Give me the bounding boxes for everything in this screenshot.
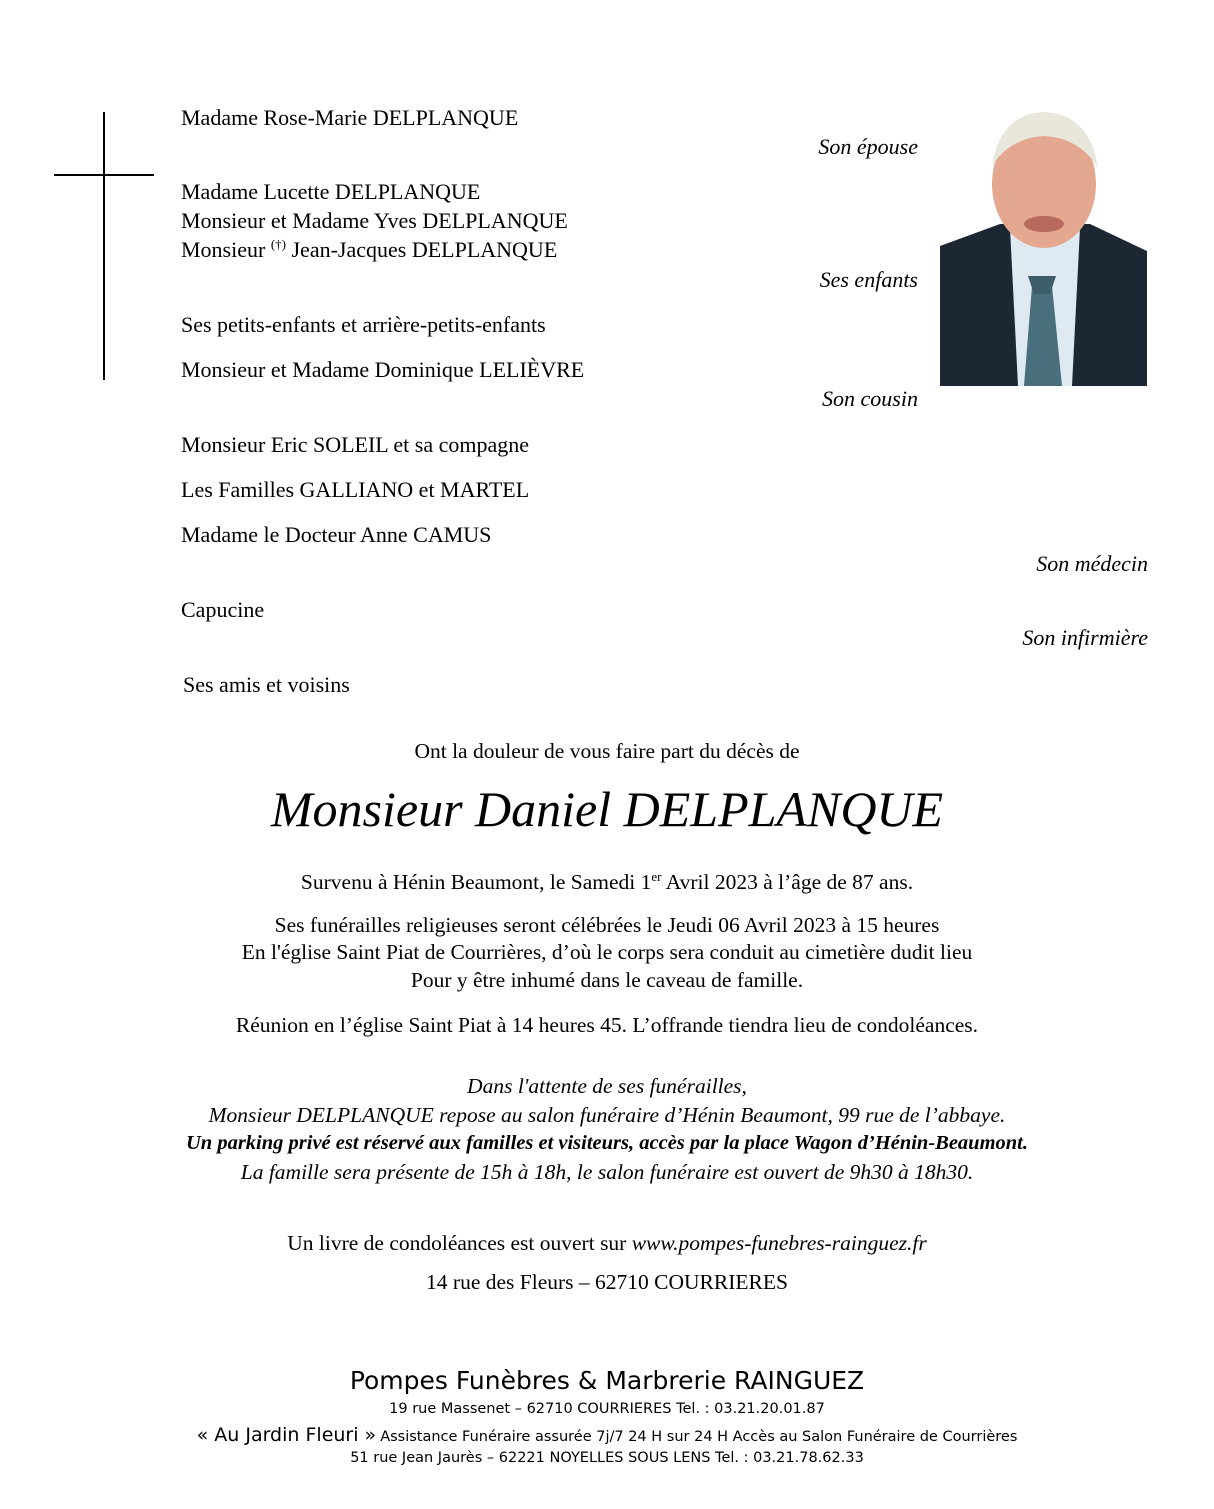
- footer-garden: « Au Jardin Fleuri »: [196, 1424, 377, 1446]
- family-child-3: [181, 236, 557, 264]
- role-doctor: Son médecin: [1036, 551, 1148, 576]
- role-children: Ses enfants: [819, 267, 918, 292]
- family-nurse: Capucine: [181, 597, 265, 622]
- family-grandchildren: Ses petits-enfants et arrière-petits-enfants: [181, 312, 546, 337]
- family-child-3-prefix: Monsieur: [181, 237, 266, 262]
- family-other-2: Les Familles GALLIANO et MARTEL: [181, 477, 530, 502]
- announcement-intro: Ont la douleur de vous faire part du décès de: [414, 739, 800, 763]
- funeral-line-3: Pour y être inhumé dans le caveau de famille.: [410, 968, 804, 992]
- reunion-line: Réunion en l’église Saint Piat à 14 heures 45. L’offrande tiendra lieu de condoléances.: [235, 1013, 979, 1037]
- funeral-line-2: En l'église Saint Piat de Courrières, d’où le corps sera conduit au cimetière dudit lieu: [241, 940, 973, 964]
- family-doctor: Madame le Docteur Anne CAMUS: [181, 522, 492, 547]
- portrait-photo: [940, 106, 1147, 386]
- family-cousin: Monsieur et Madame Dominique LELIÈVRE: [181, 357, 585, 382]
- death-details: [0, 868, 1214, 896]
- parking-line: Un parking privé est réservé aux familles et visiteurs, accès par la place Wagon d’Hénin-Beaumont.: [186, 1132, 1028, 1154]
- family-other-1: Monsieur Eric SOLEIL et sa compagne: [181, 432, 530, 457]
- footer-company-address: 19 rue Massenet – 62710 COURRIERES Tel. : 03.21.20.01.87: [389, 1401, 825, 1417]
- footer-services-line: [0, 1422, 1214, 1450]
- cross-icon-horizontal: [54, 174, 154, 176]
- condolence-book: [0, 1229, 1214, 1257]
- presence-line: La famille sera présente de 15h à 18h, le salon funéraire est ouvert de 9h30 à 18h30.: [240, 1160, 974, 1184]
- family-child-2: Monsieur et Madame Yves DELPLANQUE: [181, 208, 568, 233]
- wait-line-1: Dans l'attente de ses funérailles,: [467, 1074, 747, 1098]
- condolence-book-text: Un livre de condoléances est ouvert sur: [287, 1231, 632, 1255]
- footer-second-address: 51 rue Jean Jaurès – 62221 NOYELLES SOUS LENS Tel. : 03.21.78.62.33: [350, 1450, 864, 1466]
- death-details-b: Avril 2023 à l’âge de 87 ans.: [661, 870, 914, 894]
- family-address: 14 rue des Fleurs – 62710 COURRIERES: [426, 1270, 788, 1294]
- condolence-book-url[interactable]: www.pompes-funebres-rainguez.fr: [631, 1231, 927, 1255]
- family-friends: Ses amis et voisins: [183, 672, 350, 697]
- family-spouse: Madame Rose-Marie DELPLANQUE: [181, 105, 519, 130]
- cross-icon-vertical: [103, 112, 105, 380]
- role-spouse: Son épouse: [818, 134, 918, 159]
- deceased-mark: (†): [270, 236, 286, 252]
- death-details-a: Survenu à Hénin Beaumont, le Samedi 1: [300, 870, 652, 894]
- role-cousin: Son cousin: [822, 386, 918, 411]
- role-nurse: Son infirmière: [1022, 625, 1148, 650]
- death-details-sup: er: [651, 868, 662, 884]
- footer-company: Pompes Funèbres & Marbrerie RAINGUEZ: [349, 1366, 865, 1395]
- footer-services: Assistance Funéraire assurée 7j/7 24 H sur 24 H Accès au Salon Funéraire de Courrières: [380, 1429, 1018, 1445]
- funeral-line-1: Ses funérailles religieuses seront célébrées le Jeudi 06 Avril 2023 à 15 heures: [274, 913, 940, 937]
- deceased-name: Monsieur Daniel DELPLANQUE: [270, 781, 944, 837]
- family-child-1: Madame Lucette DELPLANQUE: [181, 179, 481, 204]
- wait-line-2: Monsieur DELPLANQUE repose au salon funéraire d’Hénin Beaumont, 99 rue de l’abbaye.: [208, 1103, 1006, 1127]
- family-child-3-name: Jean-Jacques DELPLANQUE: [291, 237, 558, 262]
